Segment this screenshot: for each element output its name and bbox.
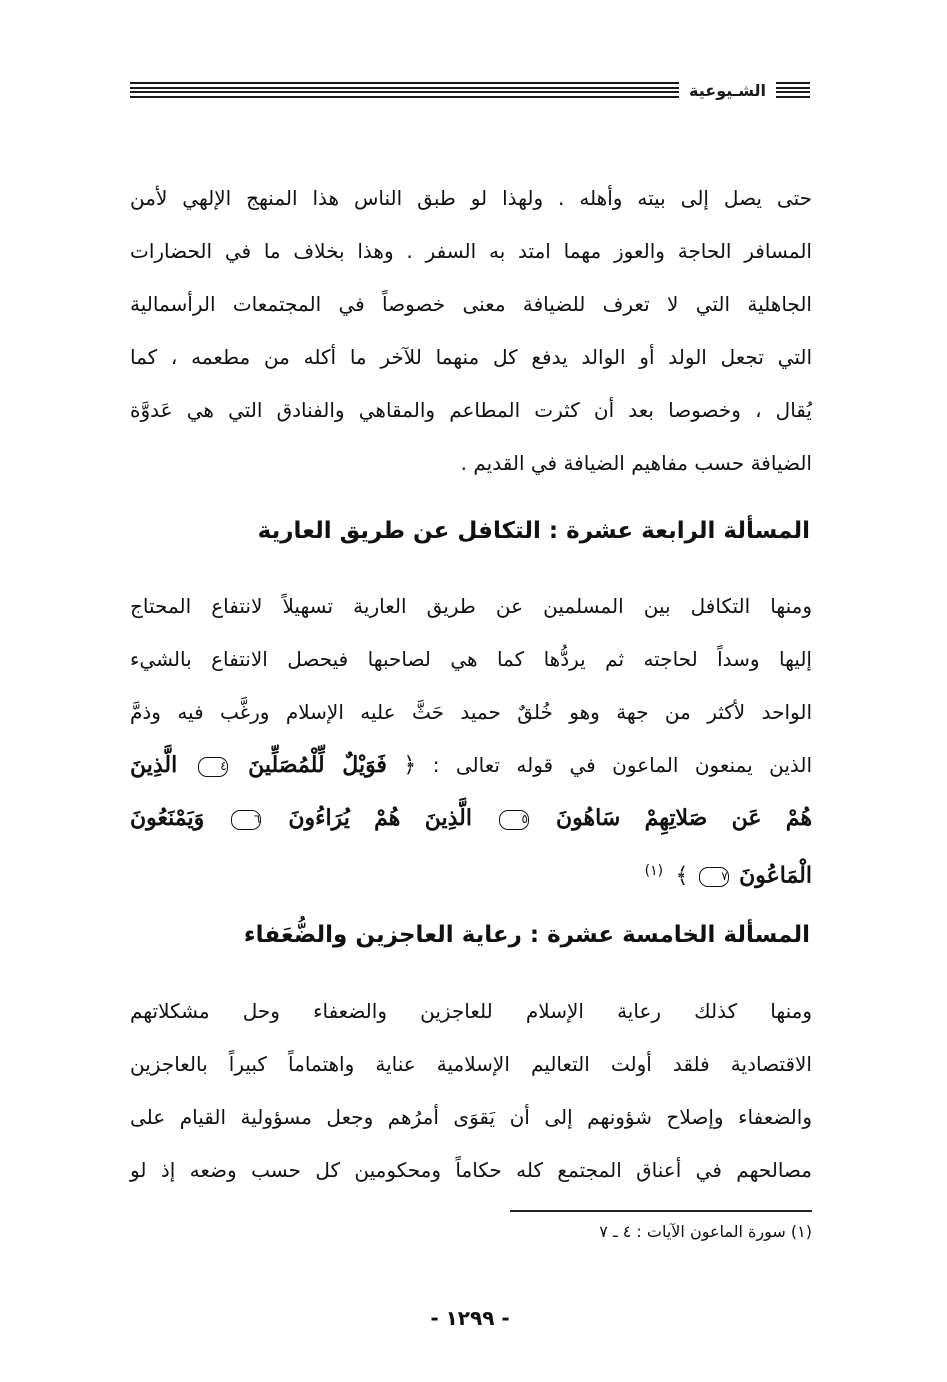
ayah-number-marker: ٥ — [499, 810, 529, 830]
quran-text: وَيَمْنَعُونَ — [130, 805, 205, 831]
quran-bracket-open: ﴿ — [403, 753, 417, 778]
paragraph-line: ومنها التكافل بين المسلمين عن طريق العارية تسهيلاً لانتفاع المحتاج — [130, 594, 812, 618]
page-number: - ١٢٩٩ - — [430, 1306, 510, 1330]
paragraph-line: مصالحهم في أعناق المجتمع كله حكاماً ومحكومين كل حسب وضعه إذ لو — [130, 1158, 812, 1182]
paragraph-line: إليها وسداً لحاجته ثم يردُّها كما هي لصاحبها فيحصل الانتفاع بالشيء — [130, 647, 812, 671]
paragraph-line: يُقال ، وخصوصا بعد أن كثرت المطاعم والمقاهي والفنادق التي هي عَدوَّة — [130, 398, 812, 422]
quran-text: الَّذِينَ هُمْ يُرَاءُونَ — [288, 805, 472, 831]
paragraph-line: الواحد لأكثر من جهة وهو خُلقٌ حميد حَثَّ عليه الإسلام ورغَّب فيه وذمَّ — [130, 700, 812, 724]
quran-text: فَوَيْلٌ لِّلْمُصَلِّينَ — [248, 752, 387, 778]
paragraph-line: حتى يصل إلى بيته وأهله . ولهذا لو طبق الناس هذا المنهج الإلهي لأمن — [130, 186, 812, 210]
running-header — [130, 78, 810, 102]
header-rule-short — [776, 82, 810, 98]
footnote: (١) سورة الماعون الآيات : ٤ ـ ٧ — [599, 1222, 812, 1241]
paragraph-hospitality — [130, 172, 812, 490]
section-heading-14: المسألة الرابعة عشرة : التكافل عن طريق العارية — [257, 518, 810, 544]
quran-text: هُمْ عَن صَلاتِهِمْ سَاهُونَ — [556, 805, 813, 831]
section-heading-15: المسألة الخامسة عشرة : رعاية العاجزين والضُّعَفاء — [243, 922, 810, 948]
quran-text: الْمَاعُونَ — [739, 862, 812, 889]
paragraph-line: الاقتصادية فلقد أولت التعاليم الإسلامية عناية واهتماماً كبيراً بالعاجزين — [130, 1052, 812, 1076]
paragraph-line: التي تجعل الولد أو الوالد يدفع كل منهما للآخر ما أكله من مطعمه ، كما — [130, 345, 812, 369]
footnote-divider — [510, 1210, 812, 1212]
quran-intro: الذين يمنعون الماعون في قوله تعالى : — [432, 753, 813, 777]
header-title: الشـيوعية — [689, 80, 766, 100]
paragraph-line: الضيافة حسب مفاهيم الضيافة في القديم . — [460, 451, 812, 475]
paragraph-line: الجاهلية التي لا تعرف للضيافة معنى خصوصاً في المجتمعات الرأسمالية — [130, 292, 812, 316]
paragraph-line: والضعفاء وإصلاح شؤونهم إلى أن يَقوَى أمرُهم وجعل مسؤولية القيام على — [130, 1105, 812, 1129]
ayah-number-marker: ٦ — [231, 810, 261, 830]
paragraph-care-for-weak — [130, 985, 812, 1197]
footnote-reference: (١) — [644, 863, 664, 879]
quran-line-2 — [130, 792, 812, 845]
quran-line-3 — [130, 845, 812, 898]
ayah-number-marker: ٤ — [198, 757, 228, 777]
ayah-number-marker: ٧ — [699, 867, 729, 887]
quran-text: الَّذِينَ — [130, 752, 178, 778]
quran-line-1 — [130, 739, 812, 792]
paragraph-line: ومنها كذلك رعاية الإسلام للعاجزين والضعفاء وحل مشكلاتهم — [130, 999, 812, 1023]
paragraph-lending — [130, 580, 812, 898]
header-rule-long — [130, 82, 679, 98]
quran-bracket-close: ﴾ — [675, 863, 689, 889]
paragraph-line: المسافر الحاجة والعوز مهما امتد به السفر . وهذا بخلاف ما في الحضارات — [130, 239, 812, 263]
